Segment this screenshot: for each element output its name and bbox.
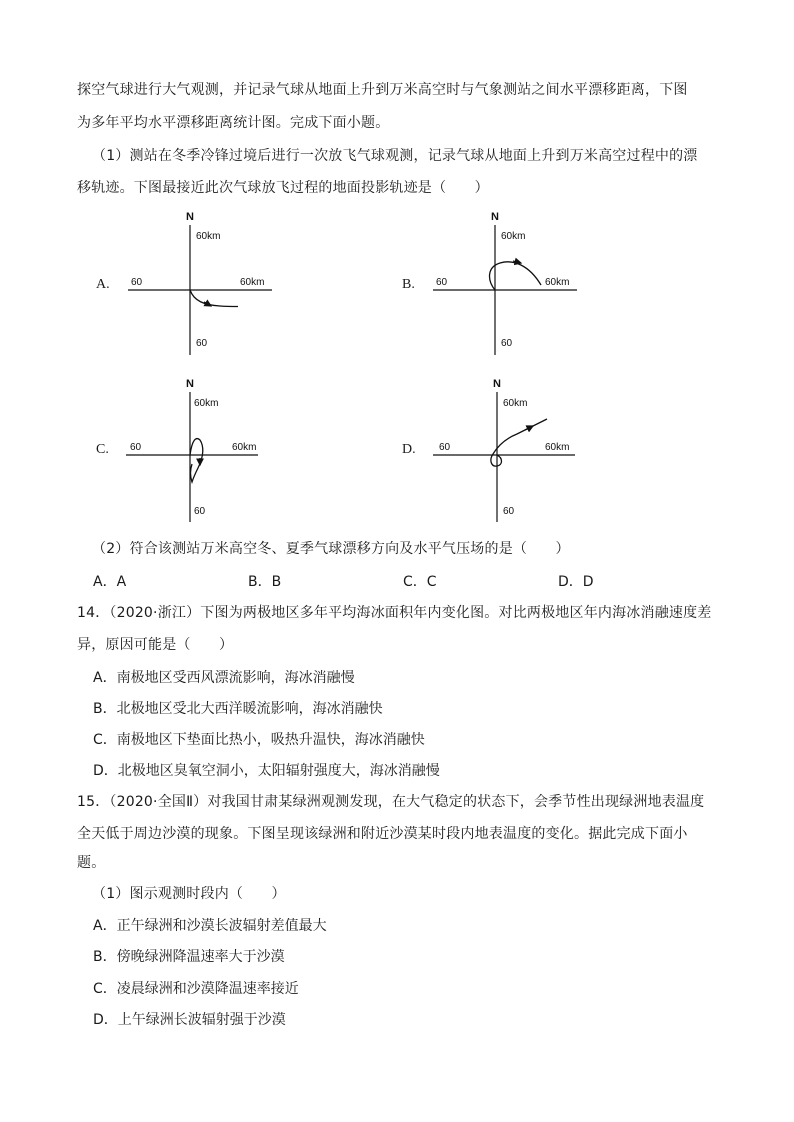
q13-2-option-c[interactable]: C．C <box>403 574 437 590</box>
figure-a-east-km: 60km <box>240 277 265 288</box>
figure-b-label: B. <box>402 277 415 292</box>
q13-2-stem: （2）符合该测站万米高空冬、夏季气球漂移方向及水平气压场的是（ ） <box>92 541 570 557</box>
q13-2-option-b[interactable]: B．B <box>248 574 282 590</box>
figure-d-west: 60 <box>439 442 451 453</box>
q15-option-c[interactable]: C．凌晨绿洲和沙漠降温速率接近 <box>93 981 299 997</box>
q14-option-a[interactable]: A．南极地区受西风漂流影响，海冰消融慢 <box>93 670 355 686</box>
figure-d-north: N <box>493 378 501 390</box>
q14-line-2: 异，原因可能是（ ） <box>77 637 234 653</box>
figure-d-arrow <box>525 426 533 430</box>
figure-d-trajectory <box>427 372 587 522</box>
q15-line-2: 全天低于周边沙漠的现象。下图呈现该绿洲和附近沙漠某时段内地表温度的变化。据此完成下面小 <box>77 826 688 842</box>
figure-c-west: 60 <box>130 442 142 453</box>
figure-c-path <box>190 439 203 482</box>
figure-d-label: D. <box>402 442 416 457</box>
q14-line-1: 14．（2020·浙江）下图为两极地区多年平均海冰面积年内变化图。对比两极地区年内海冰消融速度差 <box>77 605 712 621</box>
figure-c-south: 60 <box>194 506 206 517</box>
q13-1-line-2: 移轨迹。下图最接近此次气球放飞过程的地面投影轨迹是（ ） <box>77 180 489 196</box>
figure-b-west: 60 <box>436 277 448 288</box>
q13-1-line-1: （1）测站在冬季冷锋过境后进行一次放飞气球观测，记录气球从地面上升到万米高空过程中的漂 <box>92 148 698 164</box>
q15-option-d[interactable]: D．上午绿洲长波辐射强于沙漠 <box>93 1012 286 1028</box>
q13-2-option-d[interactable]: D．D <box>558 574 594 590</box>
figure-c-north-km: 60km <box>194 398 219 409</box>
figure-d-south: 60 <box>503 506 515 517</box>
figure-d-path <box>491 419 547 466</box>
figure-a-trajectory <box>120 205 280 355</box>
q15-option-b[interactable]: B．傍晚绿洲降温速率大于沙漠 <box>93 949 285 965</box>
q14-option-c[interactable]: C．南极地区下垫面比热小，吸热升温快，海冰消融快 <box>93 732 425 748</box>
figure-b-north-km: 60km <box>501 231 526 242</box>
figure-b-trajectory <box>425 205 585 355</box>
intro-line-2: 为多年平均水平漂移距离统计图。完成下面小题。 <box>77 115 390 131</box>
q15-sub-1: （1）图示观测时段内（ ） <box>92 886 286 902</box>
q13-2-option-a[interactable]: A．A <box>93 574 127 590</box>
figure-c-north: N <box>186 378 194 390</box>
figure-a-west: 60 <box>131 277 143 288</box>
figure-d-north-km: 60km <box>503 398 528 409</box>
figure-b-north: N <box>491 211 499 223</box>
figure-a-north: N <box>186 211 194 223</box>
figure-a-label: A. <box>96 277 110 292</box>
figure-b-path <box>490 262 541 290</box>
intro-line-1: 探空气球进行大气观测，并记录气球从地面上升到万米高空时与气象测站之间水平漂移距离，下图 <box>77 82 688 98</box>
figure-a-north-km: 60km <box>196 231 221 242</box>
figure-c-trajectory <box>120 372 280 522</box>
q15-option-a[interactable]: A．正午绿洲和沙漠长波辐射差值最大 <box>93 918 327 934</box>
figure-c-east-km: 60km <box>232 442 257 453</box>
q15-line-1: 15．（2020·全国Ⅱ）对我国甘肃某绿洲观测发现，在大气稳定的状态下，会季节性出现绿洲地表温度 <box>77 794 705 810</box>
q14-option-b[interactable]: B．北极地区受北大西洋暖流影响，海冰消融快 <box>93 701 383 717</box>
q14-option-d[interactable]: D．北极地区臭氧空洞小，太阳辐射强度大，海冰消融慢 <box>93 763 440 779</box>
figure-b-south: 60 <box>501 338 513 349</box>
figure-d-east-km: 60km <box>545 442 570 453</box>
figure-b-east-km: 60km <box>545 277 570 288</box>
figure-a-south: 60 <box>196 338 208 349</box>
figure-c-label: C. <box>96 442 109 457</box>
figure-a-path <box>190 290 238 307</box>
q15-line-3: 题。 <box>77 855 106 871</box>
